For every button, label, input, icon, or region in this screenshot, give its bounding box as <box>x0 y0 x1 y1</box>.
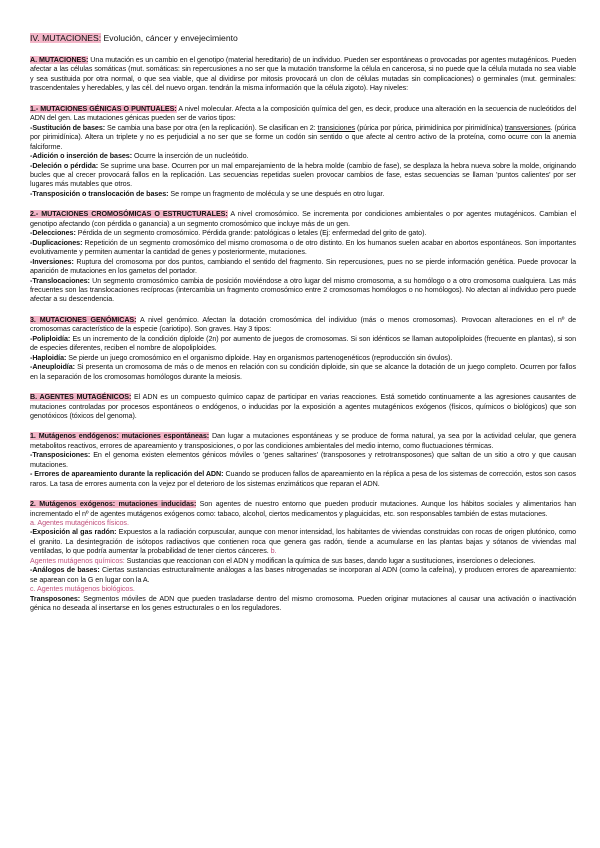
section-heading: 1.- MUTACIONES GÉNICAS O PUNTUALES: <box>30 104 177 113</box>
underlined-term: transversiones <box>504 123 551 132</box>
section-heading: 3. MUTACIONES GENÓMICAS: <box>30 315 137 324</box>
paragraph <box>30 316 576 335</box>
text-run: (púrica por púrica, pirimidínica por pirimidínica) <box>355 123 505 132</box>
subheading: a. Agentes mutagénicos físicos. <box>30 519 129 528</box>
paragraph <box>30 190 576 199</box>
text-run: En el genoma existen elementos génicos móviles o 'genes saltarines' (transposones y retrotransposones) que saltan de un sitio a otro y que causan mutaciones. <box>30 451 576 469</box>
term-label: Transposones: <box>30 594 81 603</box>
underlined-term: transiciones <box>317 123 356 132</box>
paragraph <box>30 162 576 190</box>
text-run: Un segmento cromosómico cambia de posición moviéndose a otro lugar del mismo cromosoma, a su homólogo o a otro cromosoma cualquiera. Las más frecuentes son las translocaciones recíprocas (intercambia un fragmento cromosómico entre 2 cromosomas homólogos o no homólogos). No afectan al individuo pero puede afectar a su descendencia. <box>30 276 576 304</box>
title-heading: IV. MUTACIONES: <box>30 33 102 43</box>
paragraph <box>30 470 576 489</box>
text-run: A nivel molecular. Afecta a la composición química del gen, es decir, produce una alteración en la secuencia de nucleótidos del ADN del gen. Las mutaciones génicas pueden ser de varios tipos: <box>30 104 576 123</box>
paragraph <box>30 335 576 354</box>
text-run: Expuestos a la radiación corpuscular, aunque con menor intensidad, los habitantes de viviendas construidas con rocas de origen plutónico, como el granito. La desintegración de isótopos radiactivos que contienen roca que genera gas radón, tiende a acumularse en las plantas bajas y sótanos de viviendas mal ventiladas, lo que podría aumentar la probabilidad de tener ciertos cánceres. <box>30 528 576 556</box>
text-run: Ciertas sustancias estructuralmente análogas a las bases nitrogenadas se incorporan al ADN (como la cafeína), y producen errores de apareamiento: se aparean con la G en lugar con la A. <box>30 566 577 584</box>
text-run: Ruptura del cromosoma por dos puntos, cambiando el sentido del fragmento. Sin repercusiones, pues no se pierde información genética. Puede provocar la aparición de mutaciones en los gametos del portador. <box>30 257 576 276</box>
paragraph <box>30 557 576 566</box>
paragraph <box>30 500 576 519</box>
paragraph <box>30 124 576 152</box>
paragraph <box>30 210 576 229</box>
paragraph <box>30 277 576 305</box>
subheading: Agentes mutágenos químicos: <box>30 556 125 565</box>
section-3 <box>30 316 576 382</box>
section-b2 <box>30 500 576 613</box>
paragraph <box>30 56 576 94</box>
term-label: -Duplicaciones: <box>30 238 83 247</box>
paragraph <box>30 363 576 382</box>
section-heading: B. AGENTES MUTAGÉNICOS: <box>30 393 132 402</box>
paragraph <box>30 354 576 363</box>
term-label: -Translocaciones: <box>30 276 90 285</box>
text-run: Una mutación es un cambio en el genotipo (material hereditario) de un individuo. Pueden ser espontáneas o provocadas por agentes mutagénicos. Pueden afectar a las células somáticas (mut. somáticas: sin repercusiones a no ser que la mutación transforme la célula en cancerosa, si no puede que la célula mutada no sea viable y sea sustituida por otra normal, o que sea viable, que al dividirse por mitosis provocará un clon de células mutadas sin complicaciones) o germinales (mut. germinales: trascendentales y heredables, y las cél. del nuevo organ. tendrán la misma información que la célula zigoto). Hay niveles: <box>30 56 577 93</box>
subheading: b. <box>270 547 277 556</box>
term-label: -Adición o inserción de bases: <box>30 152 133 161</box>
text-run: El ADN es un compuesto químico capaz de participar en varias reacciones. Está sometido continuamente a las agresiones causantes de mutaciones controladas por procesos espontáneos o endógenos, o inducidas por la exposición a agentes mutagénicos exógenos (físicos, químicos o biológicos) que son genotóxicos (tóxicos del genoma). <box>30 393 576 420</box>
paragraph <box>30 432 576 451</box>
text-run: A nivel genómico. Afectan la dotación cromosómica del individuo (más o menos cromosomas). Provocan alteraciones en el nº de cromosomas característico de la especie (cariotipo). Son graves. Hay 3 tipos: <box>30 315 577 334</box>
paragraph <box>30 528 576 556</box>
title-subtitle: Evolución, cáncer y envejecimiento <box>101 33 238 43</box>
term-label: -Aneuploidía: <box>30 363 75 372</box>
section-2 <box>30 210 576 305</box>
text-run: Segmentos móviles de ADN que pueden trasladarse dentro del mismo cromosoma. Pueden originar mutaciones al causar una activación o inactivación génica no deseada al insertarse en los genes estructurales o en los reguladores. <box>30 594 576 613</box>
section-heading: 2.- MUTACIONES CROMOSÓMICAS O ESTRUCTURALES: <box>30 210 228 219</box>
term-label: -Exposición al gas radón: <box>30 528 117 537</box>
paragraph <box>30 451 576 470</box>
text-run: Se rompe un fragmento de molécula y se une después en otro lugar. <box>168 189 385 198</box>
paragraph <box>30 258 576 277</box>
page-title <box>27 32 241 44</box>
term-label: - Errores de apareamiento durante la replicación del ADN: <box>30 470 224 479</box>
paragraph <box>30 239 576 258</box>
term-label: -Haploidía: <box>30 353 67 362</box>
paragraph <box>30 105 576 124</box>
section-1 <box>30 105 576 200</box>
paragraph <box>30 229 576 238</box>
term-label: -Sustitución de bases: <box>30 123 106 132</box>
document-body <box>30 56 576 614</box>
paragraph <box>30 393 576 421</box>
term-label: -Análogos de bases: <box>30 566 100 575</box>
text-run: Repetición de un segmento cromosómico del mismo cromosoma o de otro distinto. En los humanos suelen acabar en abortos espontáneos. Son importantes evolutivamente y permiten aumentar la cantidad de genes y posteriormente, mutaciones. <box>30 238 576 257</box>
text-run: Se cambia una base por otra (en la replicación). Se clasifican en 2: <box>105 123 318 132</box>
term-label: -Delecciones: <box>30 229 76 238</box>
text-run: Son agentes de nuestro entorno que pueden producir mutaciones. Aunque los hábitos sociales y alimentarios han incrementado el nº de agentes mutágenos exógenos como: tabaco, alcohol, ciertos medicamentos y plaguicidas, etc. son responsables también de estas mutaciones. <box>30 500 576 518</box>
section-heading: 1. Mutágenos endógenos: mutaciones espontáneas: <box>30 432 210 441</box>
paragraph <box>30 519 576 528</box>
term-label: -Poliploidía: <box>30 334 71 343</box>
section-b <box>30 393 576 421</box>
text-run: Se suprime una base. Ocurren por un mal emparejamiento de la hebra molde (cambio de fase), se desplaza la hebra nueva sobre la molde, originando bucles que al crecer provocará fallos en la replicación. Las secuencias repetidas suelen provocar cambios de fase, estas secuencias se llaman 'puntos calientes' por ser lugares más mutables que otros. <box>30 161 576 189</box>
term-label: -Transposiciones: <box>30 451 91 460</box>
text-run: Dan lugar a mutaciones espontáneas y se produce de forma natural, ya sea por la actividad celular, que genera metabolitos reactivos, errores de apareamiento y transposiciones, o por las condiciones ambientales del medio interno, como fluctuaciones térmicas. <box>30 432 576 450</box>
document-page <box>30 28 576 625</box>
term-label: -Deleción o pérdida: <box>30 161 99 170</box>
section-a <box>30 56 576 94</box>
text-run: Si presenta un cromosoma de más o de menos en relación con su condición diploide, sin que se alcance la dotación de un juego completo. Ocurren por fallos en la separación de los cromosomas homólogos durante la meiosis. <box>30 363 576 381</box>
text-run: Es un incremento de la condición diploide (2n) por aumento de juegos de cromosomas. Si son idénticos se llaman autopoliploides (frecuente en plantas), si son de especies diferentes, reciben el nombre de alopoliploides. <box>30 334 576 353</box>
text-run: Pérdida de un segmento cromosómico. Pérdida grande: patológicas o letales (Ej: enfermedad del grito de gato). <box>75 229 427 238</box>
text-run: A nivel cromosómico. Se incrementa por condiciones ambientales o por agentes mutagénicos. Cambian el genotipo afectando (con pérdida o ganancia) a un segmento cromosómico que incluye más de un gen. <box>30 210 576 228</box>
text-run: Se pierde un juego cromosómico en el organismo diploide. Hay en organismos partenogenéticos (reproducción sin óvulos). <box>66 353 453 362</box>
text-run: . (púrica por pirimidínica). Altera un triplete y no es perjudicial a no ser que se forme un codón sin sentido o que afecte al centro activo de la proteína, como ocurre con la anemia falciforme. <box>30 123 576 151</box>
section-heading: 2. Mutágenos exógenos: mutaciones inducidas: <box>30 500 197 509</box>
term-label: -Inversiones: <box>30 257 74 266</box>
term-label: -Transposición o translocación de bases: <box>30 189 169 198</box>
paragraph <box>30 595 576 614</box>
paragraph <box>30 585 576 594</box>
section-heading: A. MUTACIONES: <box>30 56 89 64</box>
subheading: c. Agentes mutágenos biológicos. <box>30 585 135 594</box>
section-b1 <box>30 432 576 489</box>
paragraph <box>30 566 576 585</box>
paragraph <box>30 152 576 161</box>
text-run: Sustancias que reaccionan con el ADN y modifican la química de sus bases, dando lugar a sustituciones, inserciones o deleciones. <box>124 556 536 565</box>
text-run: Cuando se producen fallos de apareamiento en la réplica a pesa de los sistemas de corrección, estos son casos raros. La tasa de errores aumenta con la vejez por el deterioro de los sistemas enzimáticos que reparan el ADN. <box>30 470 577 488</box>
text-run: Ocurre la inserción de un nucleótido. <box>132 152 249 161</box>
